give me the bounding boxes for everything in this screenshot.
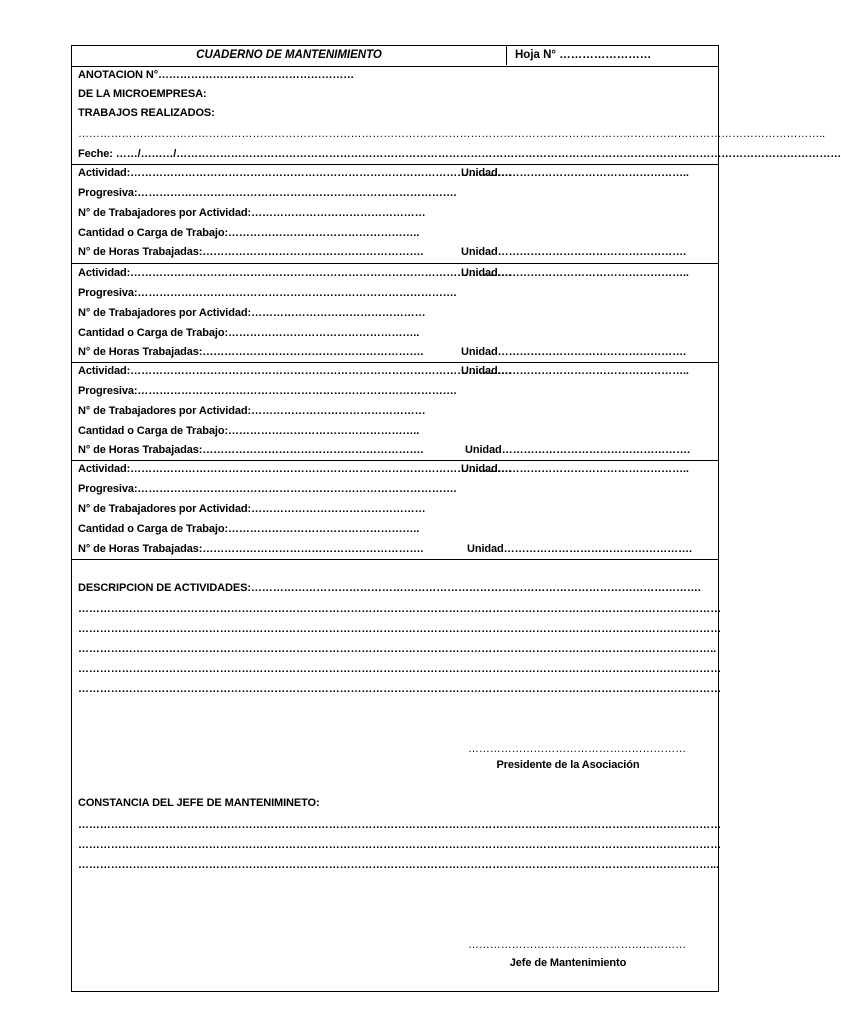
statement-line: …………………………………………………………………………………………………………………………………………………………… <box>78 819 722 831</box>
work-load-field: Cantidad o Carga de Trabajo:…………………………………………….. <box>78 425 420 437</box>
hours-unit-field: Unidad……………………………………………. <box>461 246 686 258</box>
chief-signature-line: …………………………………………………… <box>468 939 687 951</box>
divider <box>72 362 718 363</box>
workers-per-activity-field: N° de Trabajadores por Actividad:………………………………………… <box>78 405 426 417</box>
workers-per-activity-field: N° de Trabajadores por Actividad:………………………………………… <box>78 207 426 219</box>
description-line: …………………………………………………………………………………………………………………………………………………………… <box>78 603 722 615</box>
chief-statement-label: CONSTANCIA DEL JEFE DE MANTENIMINETO: <box>78 797 320 809</box>
microenterprise-label: DE LA MICROEMPRESA: <box>78 88 207 100</box>
activity-unit-field: Unidad…………………………………………….. <box>461 365 689 377</box>
sheet-number-field: Hoja N° …………………… <box>515 49 652 61</box>
activity-field: Actividad:…………………………………………………………………………………………… <box>78 365 512 377</box>
annotation-number-field: ANOTACION N°……………………………………………… <box>78 69 355 81</box>
description-line: …………………………………………………………………………………………………………………………………………………………… <box>78 623 722 635</box>
progressive-field: Progresiva:……………………………………………………………………………. <box>78 187 457 199</box>
works-done-line: …………………………………………………………………………………………………………………………………………………………………………………….. <box>78 128 826 140</box>
form-header <box>72 46 718 67</box>
workers-per-activity-field: N° de Trabajadores por Actividad:………………………………………… <box>78 307 426 319</box>
president-signature-line: …………………………………………………… <box>468 743 687 755</box>
date-field: Feche: ……/………/………………………………………………………………………………………………………………………………………………………………… <box>78 148 841 160</box>
chief-signature-label: Jefe de Mantenimiento <box>509 957 627 969</box>
description-line: …………………………………………………………………………………………………………………………………………………………… <box>78 683 722 695</box>
activity-field: Actividad:…………………………………………………………………………………………… <box>78 267 512 279</box>
hours-worked-field: N° de Horas Trabajadas:……………………………………………………. <box>78 346 424 358</box>
activity-unit-field: Unidad…………………………………………….. <box>461 267 689 279</box>
works-done-label: TRABAJOS REALIZADOS: <box>78 107 215 119</box>
progressive-field: Progresiva:……………………………………………………………………………. <box>78 287 457 299</box>
workers-per-activity-field: N° de Trabajadores por Actividad:………………………………………… <box>78 503 426 515</box>
hours-unit-field: Unidad……………………………………………. <box>461 346 686 358</box>
activity-field: Actividad:…………………………………………………………………………………………… <box>78 463 512 475</box>
form-title: CUADERNO DE MANTENIMIENTO <box>72 46 507 65</box>
divider <box>72 263 718 264</box>
work-load-field: Cantidad o Carga de Trabajo:…………………………………………….. <box>78 327 420 339</box>
hours-worked-field: N° de Horas Trabajadas:……………………………………………………. <box>78 543 424 555</box>
progressive-field: Progresiva:……………………………………………………………………………. <box>78 385 457 397</box>
work-load-field: Cantidad o Carga de Trabajo:…………………………………………….. <box>78 227 420 239</box>
activities-description-label: DESCRIPCION DE ACTIVIDADES:……………………………………………………………………………………………………………. <box>78 582 701 594</box>
president-signature-label: Presidente de la Asociación <box>496 759 640 771</box>
divider <box>72 559 718 560</box>
divider <box>72 164 718 165</box>
hours-worked-field: N° de Horas Trabajadas:……………………………………………………. <box>78 246 424 258</box>
hours-unit-field: Unidad……………………………………………. <box>467 543 692 555</box>
statement-line: …………………………………………………………………………………………………………………………………………………………... <box>78 859 720 871</box>
activity-field: Actividad:…………………………………………………………………………………………… <box>78 167 512 179</box>
hours-unit-field: Unidad……………………………………………. <box>465 444 690 456</box>
activity-unit-field: Unidad…………………………………………….. <box>461 463 689 475</box>
progressive-field: Progresiva:……………………………………………………………………………. <box>78 483 457 495</box>
activity-unit-field: Unidad…………………………………………….. <box>461 167 689 179</box>
work-load-field: Cantidad o Carga de Trabajo:…………………………………………….. <box>78 523 420 535</box>
maintenance-log-form <box>71 45 841 992</box>
hours-worked-field: N° de Horas Trabajadas:……………………………………………………. <box>78 444 424 456</box>
statement-line: …………………………………………………………………………………………………………………………………………………………… <box>78 839 722 851</box>
divider <box>72 460 718 461</box>
description-line: ………………………………………………………………………………………………………………………………………………………….. <box>78 643 717 655</box>
description-line: …………………………………………………………………………………………………………………………………………………………… <box>78 663 722 675</box>
